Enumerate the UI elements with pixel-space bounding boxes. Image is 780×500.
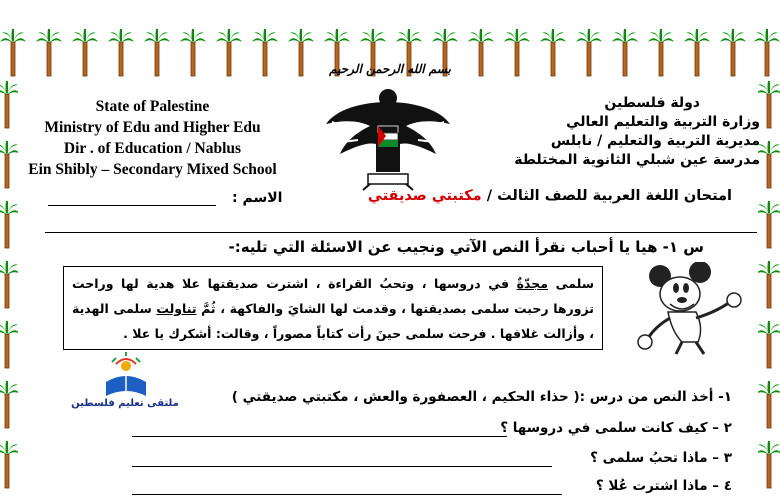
question-1-heading: س ١- هيا يا أحباب نقرأ النص الآتي ونجيب عن الاسئلة التي تليه:- <box>228 238 704 256</box>
reading-passage-box <box>63 266 603 350</box>
answer-line[interactable] <box>132 466 552 467</box>
question-item: ٤ – ماذا اشترت عُلا ؟ <box>595 478 732 494</box>
palestine-eagle-emblem-icon <box>318 62 458 197</box>
exam-title-lesson: مكتبتي صديقتي <box>367 188 482 204</box>
english-header-line: Dir . of Education / Nablus <box>63 140 242 157</box>
answer-line[interactable] <box>132 436 507 437</box>
arabic-header <box>500 94 760 170</box>
forum-logo-text: ملتقى تعليم فلسطين <box>71 398 179 409</box>
passage-underlined-word: تناولت <box>156 301 197 316</box>
passage-text: سلمى الهدية ، وأزالت غلافها . فرحت سلمى حينَ رأت كتاباً مصوراً ، وقالت: أشكرك يا علا . <box>72 301 594 341</box>
name-input-line[interactable] <box>48 205 216 206</box>
english-header-line: Ministry of Edu and Higher Edu <box>44 119 261 136</box>
basmala-calligraphy: بسم الله الرحمن الرحيم <box>329 62 451 76</box>
passage-underlined-word: مجدّةٌ <box>516 276 548 291</box>
arabic-header-line: مديرية التربية والتعليم / نابلس <box>550 133 760 149</box>
question-item: ٢ – كيف كانت سلمى في دروسها ؟ <box>500 420 732 436</box>
english-header-line: State of Palestine <box>95 98 210 115</box>
passage-text: في دروسها ، وتحبُ القراءة ، اشترت صديقتها علا هدية لها وراحت تزورها رحبت سلمى بصديقتها ، وقدمت لها الشايَ والفاكهة ، ثُمَّ <box>72 276 594 316</box>
question-item: ٣ – ماذا تحبُ سلمى ؟ <box>590 450 732 466</box>
exam-title <box>368 188 732 204</box>
arabic-header-line: وزارة التربية والتعليم العالي <box>566 114 760 130</box>
english-header <box>0 96 305 180</box>
passage-text: سلمى <box>548 276 594 291</box>
cartoon-mouse-illustration-icon <box>612 262 762 357</box>
name-label: الاسم : <box>232 190 283 206</box>
exam-title-main: امتحان اللغة العربية للصف الثالث / <box>486 188 732 204</box>
arabic-header-line: مدرسة عين شبلي الثانوية المختلطة <box>514 152 760 168</box>
english-header-line: Ein Shibly – Secondary Mixed School <box>28 161 277 178</box>
question-item: ١- أخذ النص من درس :( حذاء الحكيم ، العصفورة والعش ، مكتبتي صديقتي ) <box>231 389 732 405</box>
arabic-header-line: دولة فلسطين <box>604 95 700 111</box>
header-divider-line <box>45 232 757 233</box>
answer-line[interactable] <box>132 494 562 495</box>
